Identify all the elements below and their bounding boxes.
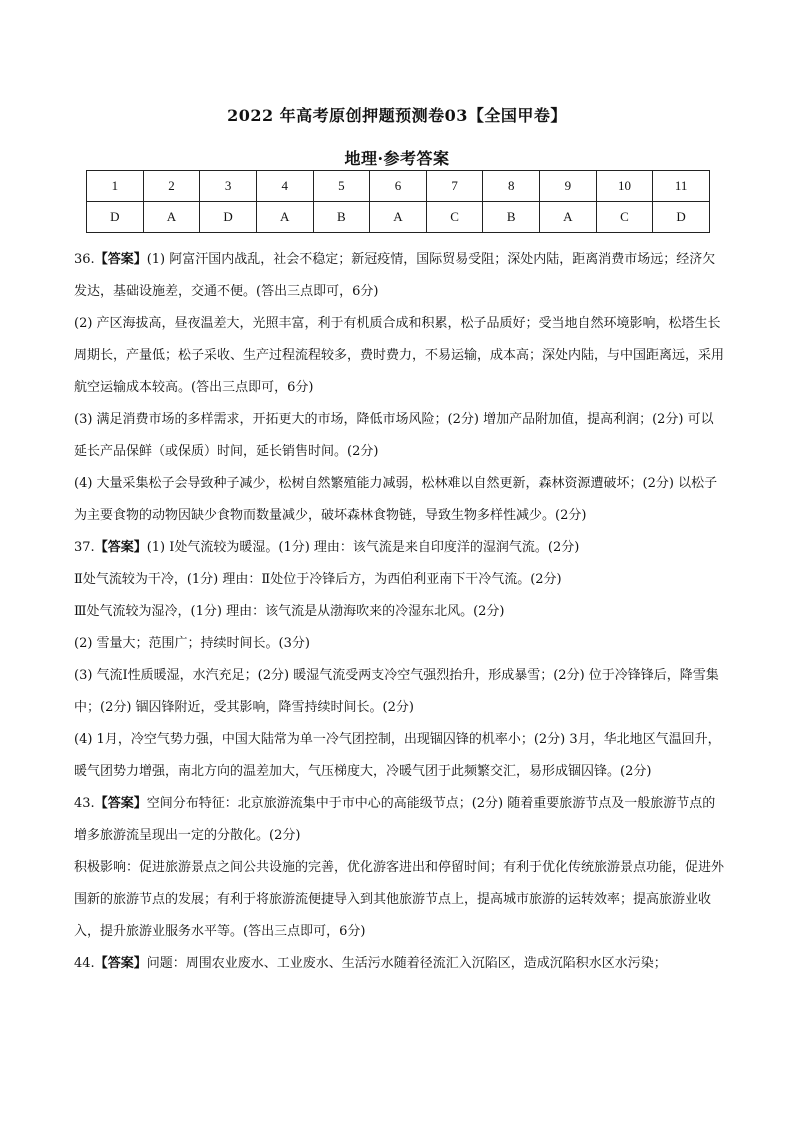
question-number-cell: 4 (256, 171, 313, 202)
answer-cell: C (426, 202, 483, 233)
answer-text: (1) Ⅰ处气流较为暖湿。(1分) 理由：该气流是来自印度洋的湿润气流。(2分) (146, 540, 580, 555)
question-number: 37. (74, 540, 95, 555)
q37-answer-part2: (2) 雪量大；范围广；持续时间长。(3分) (74, 636, 310, 651)
answer-cell: D (653, 202, 710, 233)
answer-text: 问题：周围农业废水、工业废水、生活污水随着径流汇入沉陷区，造成沉陷积水区水污染； (146, 956, 667, 971)
q37-answer-part1 (74, 532, 724, 564)
answer-tag: 【答案】 (94, 796, 147, 811)
q37-answer-part1-iii: Ⅲ处气流较为湿冷，(1分) 理由：该气流是从渤海吹来的冷湿东北风。(2分) (74, 604, 505, 619)
page-title: 2022 年高考原创押题预测卷03【全国甲卷】 (227, 106, 567, 125)
answer-tag: 【答案】 (94, 252, 147, 267)
q36-answer-part2: (2) 产区海拔高，昼夜温差大，光照丰富，利于有机质合成和积累，松子品质好；受当地自然环境影响，松塔生长周期长，产量低；松子采收、生产过程流程较多，费时费力，不易运输，成本高；深处内陆，与中国距离远，采用航空运输成本较高。(答出三点即可，6分) (74, 316, 725, 395)
q37-answer-part4: (4) 1月，冷空气势力强，中国大陆常为单一冷气团控制，出现锢囚锋的机率小；(2分) 3月，华北地区气温回升，暖气团势力增强，南北方向的温差加大，气压梯度大，冷暖气团于此频繁交汇，易形成锢囚锋。(2分) (74, 732, 721, 779)
answer-cell: A (370, 202, 427, 233)
question-number: 43. (74, 796, 95, 811)
q43-answer-part1 (74, 788, 724, 852)
answer-text: (1) 阿富汗国内战乱，社会不稳定；新冠疫情，国际贸易受阻；深处内陆，距离消费市场远；经济欠发达，基础设施差，交通不便。(答出三点即可，6分) (74, 252, 716, 299)
q44-answer-part1 (74, 948, 724, 980)
answer-tag: 【答案】 (94, 540, 147, 555)
answer-table (86, 170, 710, 233)
q36-answer-part3: (3) 满足消费市场的多样需求，开拓更大的市场，降低市场风险；(2分) 增加产品附加值，提高利润；(2分) 可以延长产品保鲜（或保质）时间，延长销售时间。(2分) (74, 412, 714, 459)
q37-answer-part1-ii: Ⅱ处气流较为干冷，(1分) 理由：Ⅱ处位于冷锋后方，为西伯利亚南下干冷气流。(2分) (74, 572, 562, 587)
question-number-cell: 3 (200, 171, 257, 202)
answer-cell: A (143, 202, 200, 233)
answer-cell: C (596, 202, 653, 233)
question-number-cell: 2 (143, 171, 200, 202)
page-subtitle: 地理·参考答案 (344, 149, 450, 168)
answer-cell: D (87, 202, 144, 233)
question-number: 44. (74, 956, 95, 971)
question-number-cell: 7 (426, 171, 483, 202)
answer-cell: A (256, 202, 313, 233)
answer-cell: D (200, 202, 257, 233)
answer-cell: B (313, 202, 370, 233)
question-number-cell: 6 (370, 171, 427, 202)
answer-table-answer-row (87, 202, 710, 233)
answer-content (74, 244, 724, 980)
question-number-cell: 10 (596, 171, 653, 202)
question-number-cell: 8 (483, 171, 540, 202)
question-number: 36. (74, 252, 95, 267)
q37-answer-part3: (3) 气流Ⅰ性质暖湿，水汽充足；(2分) 暖湿气流受两支冷空气强烈抬升，形成暴雪；(2分) 位于冷锋锋后，降雪集中；(2分) 锢囚锋附近，受其影响，降雪持续时间长。(2分) (74, 668, 719, 715)
question-number-cell: 9 (540, 171, 597, 202)
question-number-cell: 5 (313, 171, 370, 202)
question-number-cell: 1 (87, 171, 144, 202)
answer-cell: A (540, 202, 597, 233)
answer-cell: B (483, 202, 540, 233)
answer-text: 空间分布特征：北京旅游流集中于市中心的高能级节点；(2分) 随着重要旅游节点及一般旅游节点的增多旅游流呈现出一定的分散化。(2分) (74, 796, 716, 843)
answer-table-number-row (87, 171, 710, 202)
q36-answer-part1 (74, 244, 724, 308)
q36-answer-part4: (4) 大量采集松子会导致种子减少，松树自然繁殖能力减弱，松林难以自然更新，森林资源遭破坏；(2分) 以松子为主要食物的动物因缺少食物而数量减少，破坏森林食物链，导致生物多样性减少。(2分) (74, 476, 718, 523)
question-number-cell: 11 (653, 171, 710, 202)
q43-answer-part2: 积极影响：促进旅游景点之间公共设施的完善，优化游客进出和停留时间；有利于优化传统旅游景点功能，促进外围新的旅游节点的发展；有利于将旅游流便捷导入到其他旅游节点上，提高城市旅游的运转效率；提高旅游业收入，提升旅游业服务水平等。(答出三点即可，6分) (74, 860, 725, 939)
answer-tag: 【答案】 (94, 956, 147, 971)
